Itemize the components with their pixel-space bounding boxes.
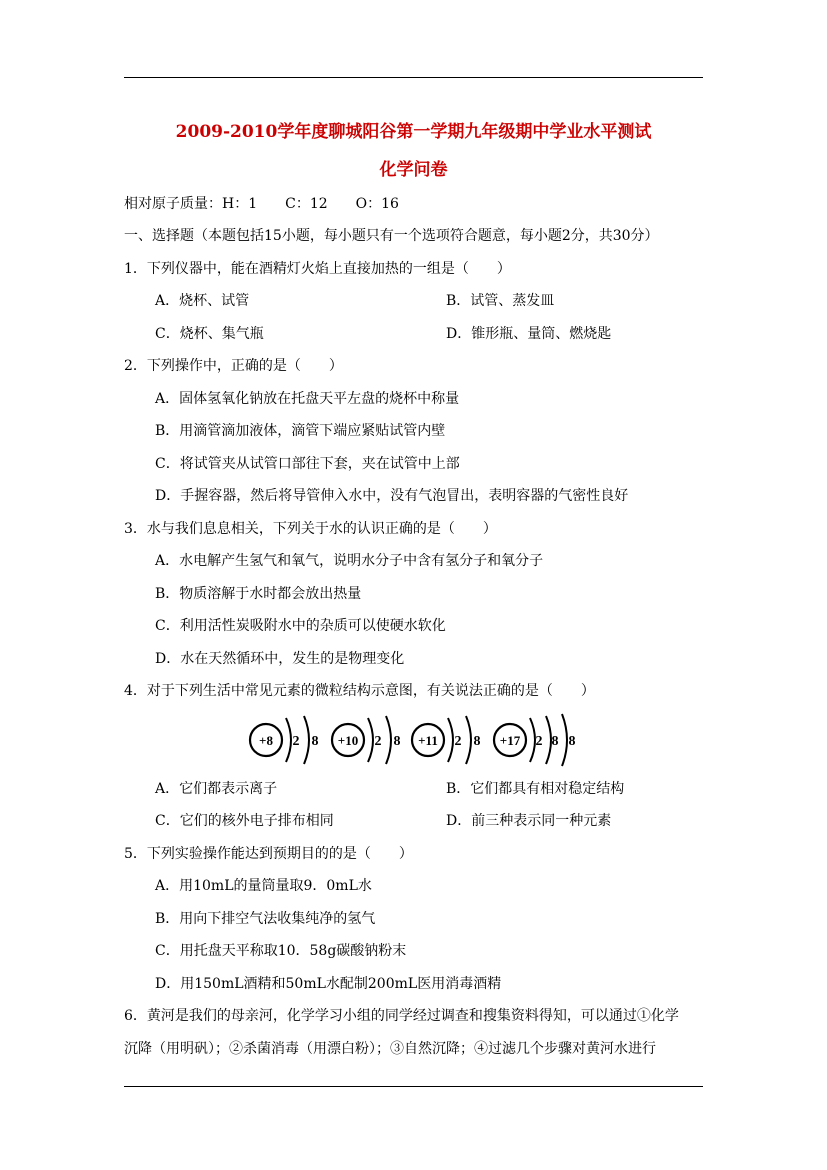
shell-count: 2: [374, 734, 382, 749]
shell-arc: [530, 718, 535, 762]
shell-arc: [562, 714, 567, 766]
question-5-option-d: D．用150mL酒精和50mL水配制200mL医用消毒酒精: [155, 976, 502, 992]
question-6-line-2: 沉降（用明矾）；②杀菌消毒（用漂白粉）；③自然沉降；④过滤几个步骤对黄河水进行: [124, 1041, 656, 1057]
shell-arc: [386, 716, 391, 764]
question-4-stem: 4．对于下列生活中常见元素的微粒结构示意图，有关说法正确的是（ ）: [124, 683, 595, 699]
atom-sodium-ion: [412, 716, 481, 764]
question-1-option-a: A．烧杯、试管: [155, 293, 250, 309]
shell-count: 8: [473, 734, 481, 749]
question-2-option-a: A．固体氢氧化钠放在托盘天平左盘的烧杯中称量: [155, 391, 460, 407]
question-3-option-a: A．水电解产生氢气和氧气，说明水分子中含有氢分子和氧分子: [155, 553, 544, 569]
nucleus-label: +17: [499, 733, 521, 748]
question-1-stem: 1．下列仪器中，能在酒精灯火焰上直接加热的一组是（ ）: [124, 261, 511, 277]
shell-arc: [466, 716, 471, 764]
question-2-option-d: D．手握容器，然后将导管伸入水中，没有气泡冒出，表明容器的气密性良好: [155, 488, 629, 504]
question-3-option-c: C．利用活性炭吸附水中的杂质可以使硬水软化: [155, 618, 446, 634]
shell-count: 2: [535, 734, 543, 749]
section-heading: 一、选择题（本题包括15小题，每小题只有一个选项符合题意，每小题2分，共30分）: [124, 228, 659, 244]
shell-count: 8: [311, 734, 319, 749]
shell-arc: [286, 718, 291, 762]
question-5-stem: 5．下列实验操作能达到预期目的的是（ ）: [124, 846, 413, 862]
question-2-option-c: C．将试管夹从试管口部往下套，夹在试管中上部: [155, 456, 460, 472]
shell-count: 2: [292, 734, 300, 749]
header-rule: [124, 77, 703, 78]
nucleus-label: +11: [418, 733, 438, 748]
shell-arc: [368, 718, 373, 762]
page-title: 2009-2010学年度聊城阳谷第一学期九年级期中学业水平测试: [175, 122, 652, 142]
question-4-option-d: D．前三种表示同一种元素: [446, 813, 612, 829]
atom-chloride-ion: [494, 714, 576, 766]
nucleus-label: +8: [259, 733, 273, 748]
question-4-option-b: B．它们都具有相对稳定结构: [446, 781, 625, 797]
question-5-option-c: C．用托盘天平称取10．58g碳酸钠粉末: [155, 943, 407, 959]
question-1-option-d: D．锥形瓶、量筒、燃烧匙: [446, 326, 612, 342]
shell-count: 8: [568, 734, 576, 749]
question-6-line-1: 6．黄河是我们的母亲河，化学学习小组的同学经过调查和搜集资料得知，可以通过①化学: [124, 1008, 679, 1024]
question-4-option-a: A．它们都表示离子: [155, 781, 278, 797]
shell-count: 8: [393, 734, 401, 749]
question-4-option-c: C．它们的核外电子排布相同: [155, 813, 334, 829]
shell-count: 8: [551, 734, 559, 749]
shell-count: 2: [454, 734, 462, 749]
question-3-option-b: B．物质溶解于水时都会放出热量: [155, 586, 362, 602]
question-1-option-b: B．试管、蒸发皿: [446, 293, 555, 309]
atomic-mass-line: 相对原子质量：H：1 C：12 O：16: [124, 196, 399, 212]
atom-oxygen: [250, 716, 319, 764]
question-1-option-c: C．烧杯、集气瓶: [155, 326, 264, 342]
page-subtitle: 化学问卷: [379, 160, 448, 180]
shell-arc: [304, 716, 309, 764]
atomic-structure-diagram: [248, 710, 588, 770]
question-3-stem: 3．水与我们息息相关，下列关于水的认识正确的是（ ）: [124, 521, 497, 537]
question-5-option-a: A．用10mL的量筒量取9．0mL水: [155, 878, 372, 894]
shell-arc: [448, 718, 453, 762]
shell-arc: [546, 716, 551, 764]
atom-neon: [332, 716, 401, 764]
question-2-option-b: B．用滴管滴加液体，滴管下端应紧贴试管内壁: [155, 423, 446, 439]
footer-rule: [124, 1086, 703, 1087]
question-2-stem: 2．下列操作中，正确的是（ ）: [124, 358, 343, 374]
question-5-option-b: B．用向下排空气法收集纯净的氢气: [155, 911, 376, 927]
question-3-option-d: D．水在天然循环中，发生的是物理变化: [155, 651, 405, 667]
nucleus-label: +10: [337, 733, 359, 748]
